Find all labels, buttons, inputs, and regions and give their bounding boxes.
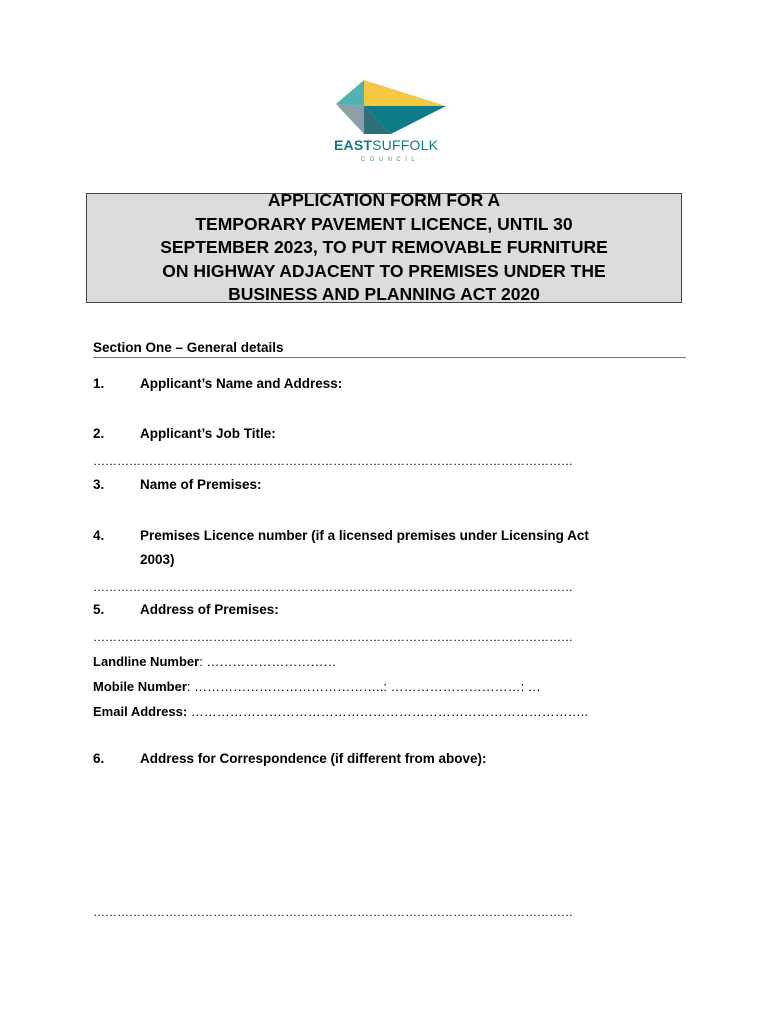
correspondence-input-line[interactable]: ………………………………………………………………………………………………………… [93, 905, 573, 919]
item-label: Applicant’s Job Title: [140, 426, 276, 441]
form-title-box [86, 190, 682, 305]
item-number: 5. [93, 602, 105, 617]
title-line: TEMPORARY PAVEMENT LICENCE, UNTIL 30 [195, 213, 573, 234]
email-row [93, 704, 588, 719]
job-title-input-line[interactable]: ………………………………………………………………………………………………………… [93, 454, 573, 468]
item-label: Applicant’s Name and Address: [140, 376, 343, 391]
title-line: ON HIGHWAY ADJACENT TO PREMISES UNDER THE [162, 260, 606, 281]
east-suffolk-logo [330, 80, 450, 166]
title-line: APPLICATION FORM FOR A [267, 190, 501, 211]
form-title [160, 189, 608, 307]
item-number: 1. [93, 376, 105, 391]
landline-label: Landline Number [93, 654, 200, 669]
logo-wordmark [334, 137, 438, 153]
premises-address-input-line[interactable]: ………………………………………………………………………………………………………… [93, 630, 573, 644]
email-input[interactable]: ……………………………………………………………………………….. [187, 704, 589, 719]
email-label: Email Address: [93, 704, 188, 719]
mobile-input[interactable]: : ……………………………………..: …………………………: … [186, 679, 541, 694]
item-number: 2. [93, 426, 105, 441]
item-label: Premises Licence number (if a licensed premises under Licensing Act [140, 528, 589, 543]
premises-licence-input-line[interactable]: ………………………………………………………………………………………………………… [93, 580, 573, 594]
landline-row [93, 654, 336, 669]
logo-brand-light: SUFFOLK [372, 137, 439, 153]
item-label-continued: 2003) [140, 552, 175, 567]
item-number: 4. [93, 528, 105, 543]
item-label: Address for Correspondence (if different from above): [140, 751, 487, 766]
item-number: 3. [93, 477, 105, 492]
landline-input[interactable]: : ………………………… [199, 654, 337, 669]
mobile-row [93, 679, 541, 694]
title-line: SEPTEMBER 2023, TO PUT REMOVABLE FURNITURE [160, 237, 608, 258]
item-label: Name of Premises: [140, 477, 262, 492]
title-line: BUSINESS AND PLANNING ACT 2020 [228, 284, 540, 305]
logo-subtitle: COUNCIL [360, 157, 420, 163]
mobile-label: Mobile Number [93, 679, 187, 694]
logo-brand-bold: EAST [334, 137, 373, 153]
item-number: 6. [93, 751, 105, 766]
item-label: Address of Premises: [140, 602, 279, 617]
logo-mark-icon [336, 80, 446, 134]
section-heading: Section One – General details [93, 340, 686, 358]
